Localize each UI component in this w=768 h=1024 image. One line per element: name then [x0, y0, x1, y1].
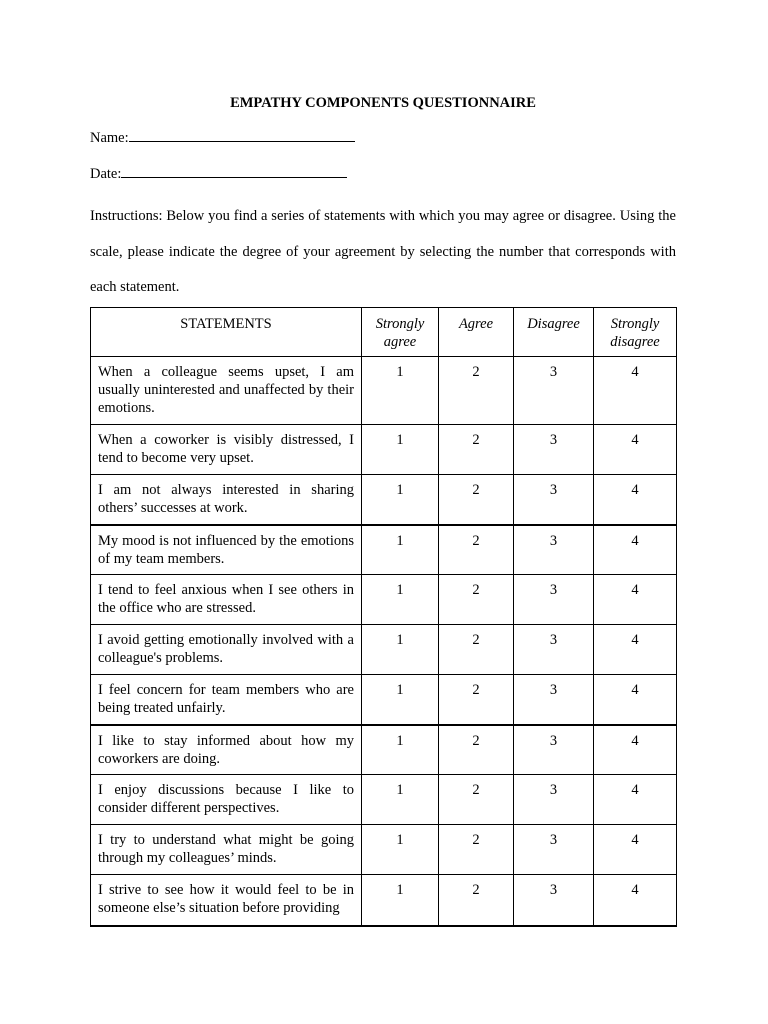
rating-agree[interactable]: 2 [439, 675, 514, 725]
statement-cell: I like to stay informed about how my coworkers are doing. [91, 725, 362, 775]
name-field[interactable] [90, 127, 355, 148]
rating-strongly-disagree[interactable]: 4 [594, 675, 677, 725]
rating-strongly-agree[interactable]: 1 [362, 475, 439, 525]
rating-agree[interactable]: 2 [439, 425, 514, 475]
header-agree: Agree [439, 308, 514, 357]
rating-agree[interactable]: 2 [439, 475, 514, 525]
table-row [91, 425, 677, 475]
table-row [91, 825, 677, 875]
rating-disagree[interactable]: 3 [514, 575, 594, 625]
rating-strongly-disagree[interactable]: 4 [594, 475, 677, 525]
rating-disagree[interactable]: 3 [514, 425, 594, 475]
rating-agree[interactable]: 2 [439, 875, 514, 927]
statement-text: I strive to see how it would feel to be in someone else’s situation before providing [98, 882, 354, 916]
rating-strongly-agree[interactable]: 1 [362, 625, 439, 675]
table-row [91, 875, 677, 927]
rating-disagree[interactable]: 3 [514, 357, 594, 425]
rating-strongly-disagree[interactable]: 4 [594, 625, 677, 675]
rating-strongly-disagree[interactable]: 4 [594, 725, 677, 775]
table-row [91, 475, 677, 525]
table-row [91, 675, 677, 725]
statement-cell [91, 875, 362, 927]
rating-strongly-agree[interactable]: 1 [362, 575, 439, 625]
header-statements: STATEMENTS [91, 308, 362, 357]
rating-strongly-agree[interactable]: 1 [362, 875, 439, 927]
rating-disagree[interactable]: 3 [514, 525, 594, 575]
statement-cell: I try to understand what might be going through my colleagues’ minds. [91, 825, 362, 875]
table-header-row [91, 308, 677, 357]
statement-cell: When a coworker is visibly distressed, I tend to become very upset. [91, 425, 362, 475]
instructions-text: Instructions: Below you find a series of statements with which you may agree or disagree. Using the scale, please indicate the degree of your agreement by selecting the number that corresponds with each statement. [90, 208, 676, 295]
header-strongly-agree: Strongly agree [362, 308, 439, 357]
table-row [91, 357, 677, 425]
rating-disagree[interactable]: 3 [514, 825, 594, 875]
date-blank-line[interactable] [121, 163, 347, 178]
rating-strongly-disagree[interactable]: 4 [594, 775, 677, 825]
name-blank-line[interactable] [129, 127, 355, 142]
rating-strongly-disagree[interactable]: 4 [594, 875, 677, 927]
rating-strongly-agree[interactable]: 1 [362, 675, 439, 725]
date-label: Date: [90, 166, 122, 182]
rating-strongly-disagree[interactable]: 4 [594, 425, 677, 475]
rating-agree[interactable]: 2 [439, 357, 514, 425]
table-row [91, 575, 677, 625]
statement-cell: I tend to feel anxious when I see others in the office who are stressed. [91, 575, 362, 625]
document-title: EMPATHY COMPONENTS QUESTIONNAIRE [230, 95, 536, 111]
rating-strongly-agree[interactable]: 1 [362, 725, 439, 775]
table-row [91, 775, 677, 825]
rating-strongly-disagree[interactable]: 4 [594, 825, 677, 875]
table-row [91, 725, 677, 775]
rating-disagree[interactable]: 3 [514, 625, 594, 675]
rating-strongly-agree[interactable]: 1 [362, 775, 439, 825]
statement-cell: I feel concern for team members who are being treated unfairly. [91, 675, 362, 725]
rating-strongly-agree[interactable]: 1 [362, 357, 439, 425]
rating-agree[interactable]: 2 [439, 575, 514, 625]
statement-cell: I avoid getting emotionally involved with a colleague's problems. [91, 625, 362, 675]
rating-strongly-disagree[interactable]: 4 [594, 357, 677, 425]
date-field[interactable] [90, 163, 347, 184]
statement-cell: I am not always interested in sharing others’ successes at work. [91, 475, 362, 525]
table-row [91, 525, 677, 575]
rating-agree[interactable]: 2 [439, 525, 514, 575]
rating-disagree[interactable]: 3 [514, 475, 594, 525]
rating-agree[interactable]: 2 [439, 775, 514, 825]
rating-strongly-agree[interactable]: 1 [362, 425, 439, 475]
header-strongly-disagree: Strongly disagree [594, 308, 677, 357]
statement-cell: I enjoy discussions because I like to consider different perspectives. [91, 775, 362, 825]
statement-cell: My mood is not influenced by the emotions of my team members. [91, 525, 362, 575]
rating-strongly-agree[interactable]: 1 [362, 825, 439, 875]
questionnaire-table [90, 307, 677, 927]
rating-strongly-disagree[interactable]: 4 [594, 525, 677, 575]
rating-agree[interactable]: 2 [439, 825, 514, 875]
rating-strongly-disagree[interactable]: 4 [594, 575, 677, 625]
table-row [91, 625, 677, 675]
rating-disagree[interactable]: 3 [514, 675, 594, 725]
statement-cell: When a colleague seems upset, I am usually uninterested and unaffected by their emotions. [91, 357, 362, 425]
rating-agree[interactable]: 2 [439, 625, 514, 675]
header-disagree: Disagree [514, 308, 594, 357]
name-label: Name: [90, 130, 129, 146]
rating-disagree[interactable]: 3 [514, 875, 594, 927]
rating-disagree[interactable]: 3 [514, 775, 594, 825]
rating-strongly-agree[interactable]: 1 [362, 525, 439, 575]
document-page [90, 93, 676, 916]
rating-disagree[interactable]: 3 [514, 725, 594, 775]
rating-agree[interactable]: 2 [439, 725, 514, 775]
